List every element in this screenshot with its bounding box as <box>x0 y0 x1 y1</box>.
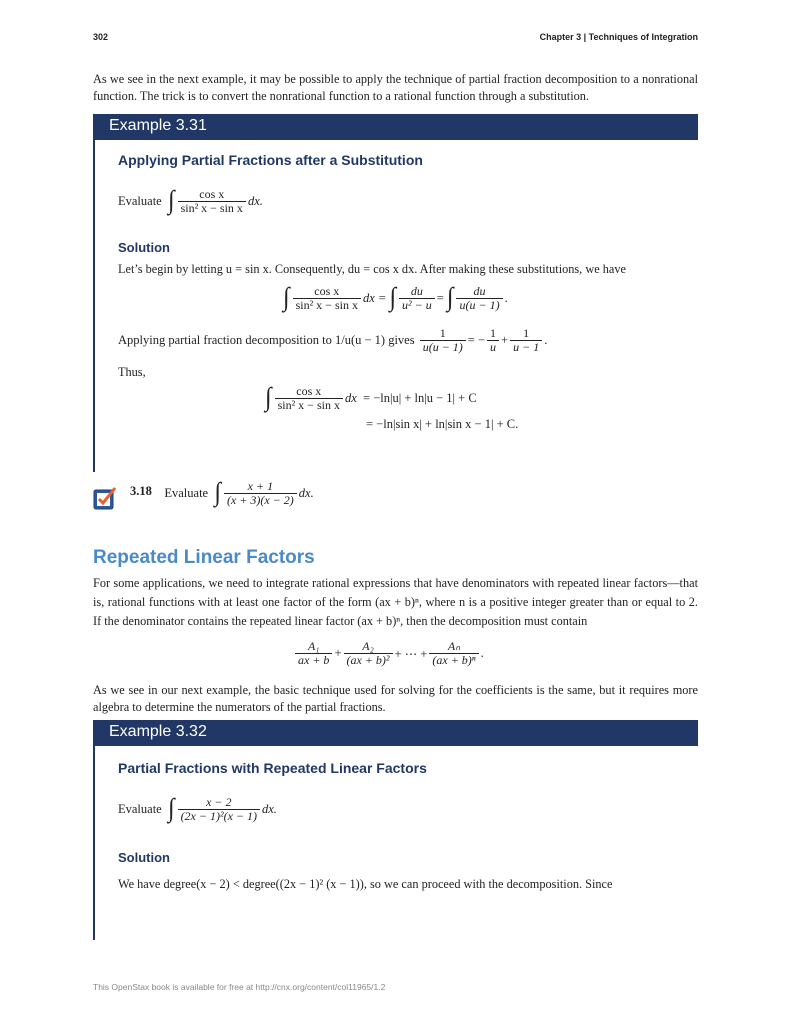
footer: This OpenStax book is available for free at http://cnx.org/content/col11965/1.2 <box>93 982 386 992</box>
operator: + ⋯ + <box>394 646 428 661</box>
fraction <box>456 285 502 312</box>
denominator: ax + b <box>298 653 330 667</box>
denominator: (ax + b)ⁿ <box>432 653 476 667</box>
fraction <box>344 640 393 667</box>
numerator: cos x <box>293 285 361 299</box>
example-title: Partial Fractions with Repeated Linear Factors <box>118 760 427 776</box>
numerator: cos x <box>178 188 246 202</box>
equation-result <box>265 385 477 412</box>
fraction <box>224 480 297 507</box>
integral-sign: ∫ <box>265 383 272 413</box>
fraction <box>293 285 361 312</box>
operator: = − <box>467 333 486 347</box>
operator: dx = <box>362 291 387 305</box>
solution-heading: Solution <box>118 850 170 865</box>
fraction <box>420 327 466 354</box>
equation-substitution <box>283 285 508 312</box>
numerator: du <box>456 285 502 299</box>
denominator: u(u − 1) <box>459 298 500 312</box>
integral-sign: ∫ <box>214 478 221 508</box>
fraction <box>178 188 246 215</box>
solution-line: Let’s begin by letting u = sin x. Consequently, du = cos x dx. After making these substitutions, we have <box>118 262 626 276</box>
operator: + <box>501 333 509 347</box>
dx: dx <box>344 391 357 405</box>
result-line-1: = −ln|u| + ln|u − 1| + C <box>363 391 477 405</box>
dx: dx. <box>262 802 277 816</box>
denominator: u(u − 1) <box>422 340 463 354</box>
fraction <box>429 640 478 667</box>
numerator: A₁ <box>295 640 332 654</box>
example-3-31-header: Example 3.31 <box>93 114 698 140</box>
exercise-3-18 <box>130 480 314 507</box>
section-paragraph: For some applications, we need to integrate rational expressions that have denominators with repeated linear factors—that is, rational functions with at least one factor of the form (ax + b)ⁿ, where n is a positive integer greater than or equal to 2. If the denominator contains the repeated linear factor (ax + b)ⁿ, then the decomposition must contain <box>93 576 698 628</box>
numerator: 1 <box>487 327 499 341</box>
fraction <box>510 327 542 354</box>
numerator: cos x <box>275 385 343 399</box>
numerator: A₂ <box>344 640 393 654</box>
integral-sign: ∫ <box>283 283 290 313</box>
page-number: 302 <box>93 32 109 42</box>
example-border <box>93 140 95 472</box>
solution-line: We have degree(x − 2) < degree((2x − 1)² (x − 1)), so we can proceed with the decomposition. Since <box>118 877 613 891</box>
example-border <box>93 746 95 940</box>
period: . <box>480 646 484 660</box>
operator: = <box>436 291 444 305</box>
fraction <box>178 796 260 823</box>
operator: + <box>334 646 342 660</box>
text: Applying partial fraction decomposition to 1/u(u − 1) gives <box>118 333 415 347</box>
intro-paragraph: As we see in the next example, it may be possible to apply the technique of partial fraction decomposition to a nonrational function. The trick is to convert the nonrational function to a rational function through a substitution. <box>93 72 698 103</box>
exercise-number: 3.18 <box>130 484 152 498</box>
fraction <box>275 385 343 412</box>
fraction <box>295 640 332 667</box>
section-heading: Repeated Linear Factors <box>93 547 315 568</box>
numerator: 1 <box>420 327 466 341</box>
dx: dx. <box>298 486 314 500</box>
fraction <box>487 327 499 354</box>
solution-heading: Solution <box>118 240 170 255</box>
example-problem <box>118 796 277 823</box>
integral-sign: ∫ <box>389 283 397 313</box>
denominator: sin² x − sin x <box>180 201 243 215</box>
denominator: (2x − 1)²(x − 1) <box>180 809 257 823</box>
checkpoint-icon <box>93 486 117 510</box>
denominator: u − 1 <box>513 340 540 354</box>
integral-sign: ∫ <box>446 283 454 313</box>
evaluate-label: Evaluate <box>118 802 162 816</box>
numerator: Aₙ <box>429 640 478 654</box>
numerator: x − 2 <box>178 796 260 810</box>
result-line-2: = −ln|sin x| + ln|sin x − 1| + C. <box>366 417 519 431</box>
denominator: u² − u <box>402 298 432 312</box>
example-problem <box>118 188 263 215</box>
dx: dx. <box>247 194 263 208</box>
chapter-title: Chapter 3 | Techniques of Integration <box>539 32 698 42</box>
denominator: sin² x − sin x <box>277 398 340 412</box>
fraction <box>399 285 435 312</box>
numerator: x + 1 <box>224 480 297 494</box>
integral-sign: ∫ <box>167 794 175 824</box>
thus-label: Thus, <box>118 365 146 379</box>
decomposition-equation <box>293 640 484 667</box>
section-paragraph-2: As we see in our next example, the basic technique used for solving for the coefficients is the same, but it requires more algebra to determine the numerators of the partial fractions. <box>93 683 698 714</box>
evaluate-label: Evaluate <box>118 194 162 208</box>
denominator: (x + 3)(x − 2) <box>226 493 294 507</box>
period: . <box>544 333 548 347</box>
partial-fraction-line <box>118 327 547 354</box>
numerator: 1 <box>510 327 542 341</box>
period: . <box>504 291 508 305</box>
evaluate-label: Evaluate <box>164 486 209 500</box>
denominator: (ax + b)² <box>346 653 390 667</box>
integral-sign: ∫ <box>167 186 175 216</box>
denominator: u <box>490 340 497 354</box>
example-3-32-header: Example 3.32 <box>93 720 698 746</box>
denominator: sin² x − sin x <box>295 298 358 312</box>
example-title: Applying Partial Fractions after a Substitution <box>118 152 423 168</box>
numerator: du <box>399 285 435 299</box>
